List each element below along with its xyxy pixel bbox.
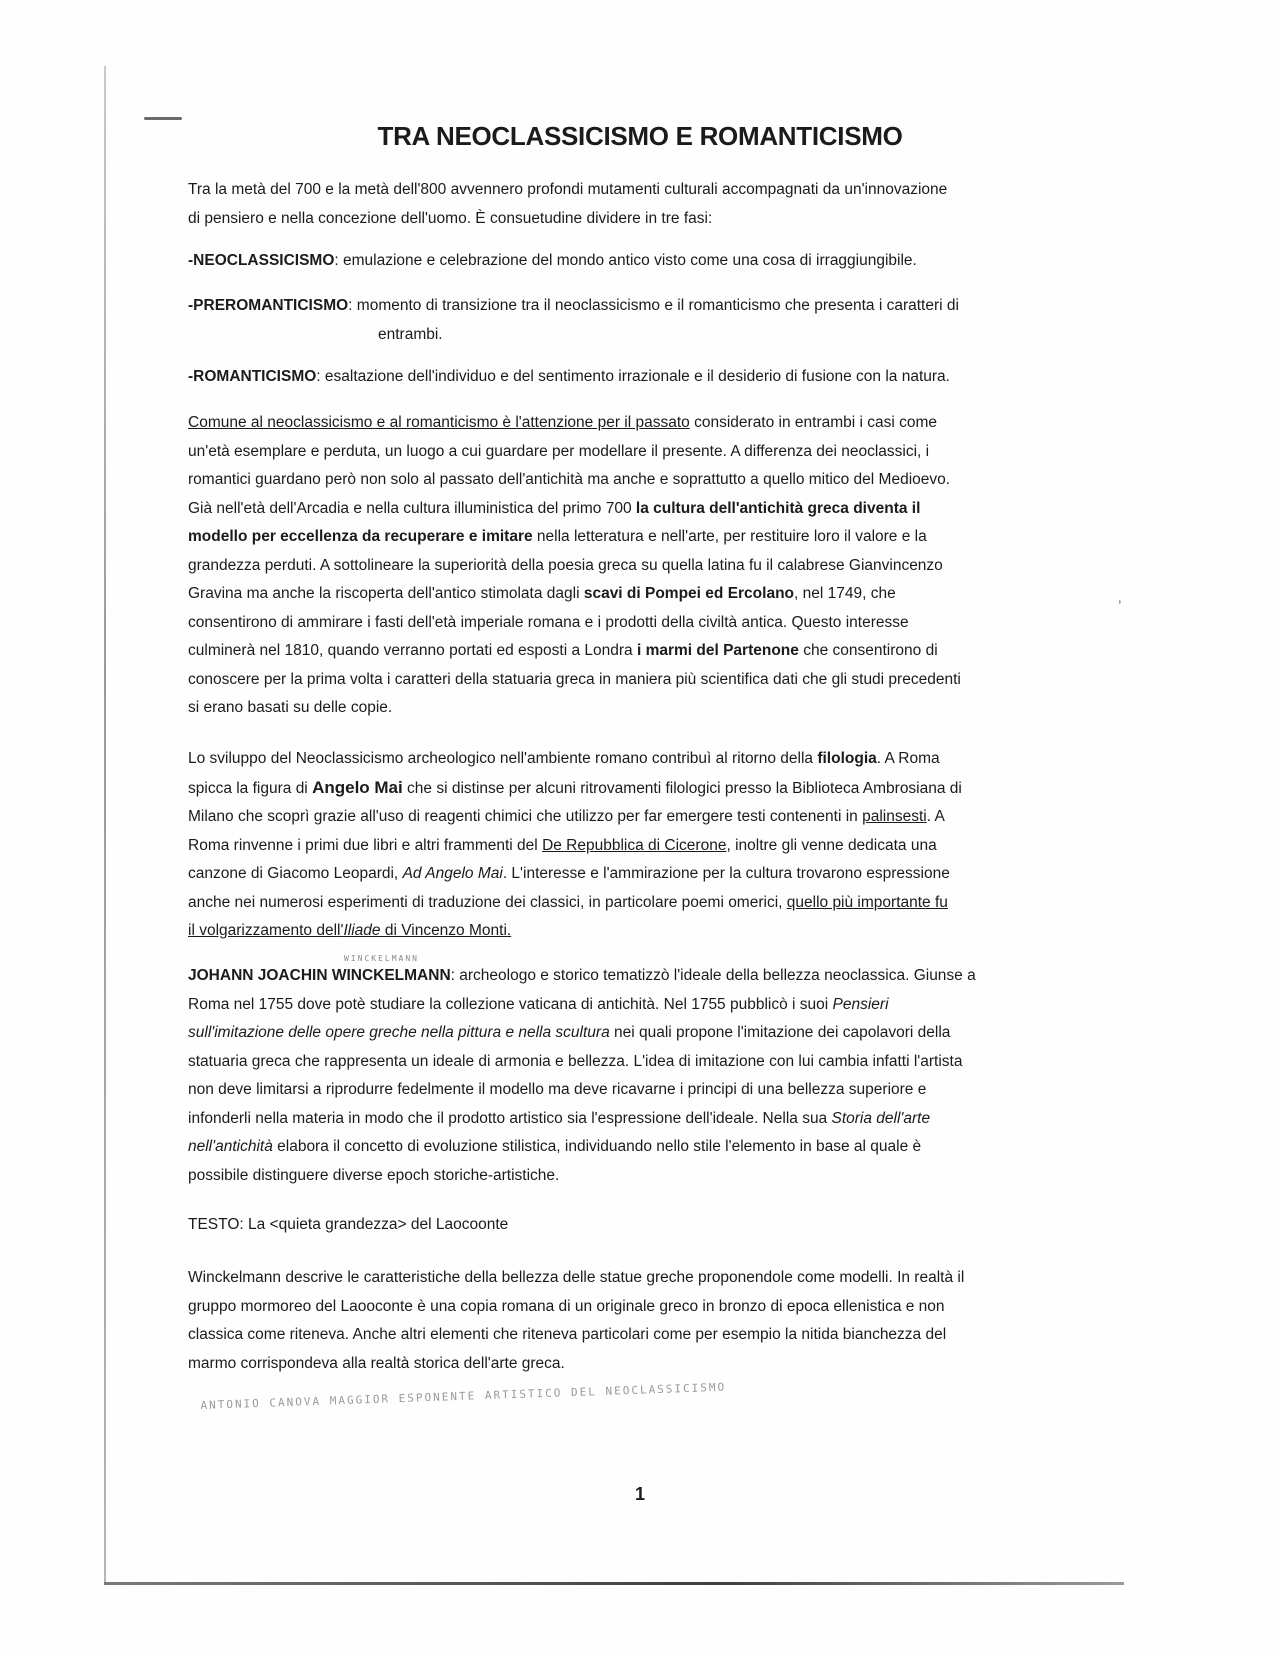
underlined-text: di Vincenzo Monti.: [380, 922, 512, 939]
bold-text: la cultura dell'antichità greca diventa il: [635, 499, 921, 517]
text: Milano che scoprì grazie all'uso di reagenti chimici che utilizzo per far emergere testi contenenti in: [188, 808, 863, 825]
bold-text: modello per eccellenza da recuperare e imitare: [188, 528, 533, 545]
text: considerato in entrambi i casi come: [689, 414, 938, 431]
scan-edge-bottom: [104, 1582, 1124, 1585]
text-line: classica come riteneva. Anche altri elementi che riteneva particolari come per esempio la nitida bianchezza del: [188, 1326, 947, 1343]
phase-preromanticismo: [188, 292, 1098, 349]
handwritten-note-small: WINCKELMANN: [344, 954, 419, 963]
text-line: possibile distinguere diverse epoch storiche-artistiche.: [188, 1166, 560, 1184]
text: : archeologo e storico tematizzò l'ideale della bellezza neoclassica. Giunse a: [450, 967, 976, 984]
stray-mark: ,: [1118, 590, 1122, 605]
text-line: gruppo mormoreo del Laooconte è una copia romana di un originale greco in bronzo di epoca ellenistica e non: [188, 1297, 945, 1315]
bold-text: filologia: [817, 750, 877, 767]
text-line: si erano basati su delle copie.: [188, 699, 393, 716]
bold-text: JOHANN JOACHIN WINCKELMANN: [188, 967, 451, 984]
text: canzone di Giacomo Leopardi,: [188, 865, 403, 882]
text-line: non deve limitarsi a riprodurre fedelmente il modello ma deve ricavarne i principi di una bellezza superiore e: [188, 1081, 927, 1098]
text-line: romantici guardano però non solo al passato dell'antichità ma anche e soprattutto a quello mitico del Medioevo.: [188, 471, 951, 488]
testo-heading: [188, 1211, 1098, 1240]
underlined-text: palinsesti: [862, 808, 927, 825]
text: . A Roma: [876, 750, 940, 767]
text: infonderli nella materia in modo che il prodotto artistico sia l'espressione dell'ideale. Nella sua: [188, 1109, 832, 1127]
text-line: consentirono di ammirare i fasti dell'età imperiale romana e i prodotti della civiltà antica. Questo interesse: [188, 613, 909, 631]
intro-line: di pensiero e nella concezione dell'uomo. È consuetudine dividere in tre fasi:: [188, 209, 713, 227]
text: , nel 1749, che: [794, 585, 896, 602]
paragraph-winckelmann: [188, 962, 1098, 1190]
underlined-text: De Repubblica di Cicerone: [542, 836, 727, 854]
phase-term: -NEOCLASSICISMO: [188, 252, 335, 269]
text: Roma nel 1755 dove potè studiare la collezione vaticana di antichità. Nel 1755 pubblicò i suoi: [188, 995, 833, 1013]
text-line: un'età esemplare e perduta, un luogo a cui guardare per modellare il presente. A differenza dei neoclassici, i: [188, 442, 930, 460]
paragraph-laocoonte: [188, 1264, 1098, 1378]
underlined-text: Comune al neoclassicismo e al romanticismo è l'attenzione per il passato: [188, 414, 690, 431]
phase-text: : emulazione e celebrazione del mondo antico visto come una cosa di irraggiungibile.: [334, 252, 917, 269]
intro-line: Tra la metà del 700 e la metà dell'800 avvennero profondi mutamenti culturali accompagnati da un'innovazione: [188, 181, 948, 198]
bold-text: scavi di Pompei ed Ercolano: [583, 585, 795, 602]
text: che si distinse per alcuni ritrovamenti filologici presso la Biblioteca Ambrosiana di: [402, 779, 962, 797]
text: che consentirono di: [798, 642, 938, 659]
text: . A: [926, 808, 945, 825]
italic-text: nell'antichità: [188, 1138, 273, 1155]
paragraph-filologia: [188, 745, 1098, 946]
underlined-text: il volgarizzamento dell': [188, 922, 344, 939]
text: spicca la figura di: [188, 779, 313, 797]
bold-text: Angelo Mai: [312, 777, 403, 797]
phase-text-continued: entrambi.: [378, 325, 443, 343]
intro-paragraph: [188, 176, 1098, 233]
text-line: marmo corrispondeva alla realtà storica dell'arte greca.: [188, 1354, 565, 1372]
text: nei quali propone l'imitazione dei capolavori della: [609, 1024, 951, 1041]
phase-neoclassicismo: [188, 247, 1098, 276]
italic-text: sull'imitazione delle opere greche nella pittura e nella scultura: [188, 1024, 610, 1041]
page-number: 1: [634, 1484, 645, 1504]
phase-text: : esaltazione dell'individuo e del sentimento irrazionale e il desiderio di fusione con la natura.: [316, 368, 950, 385]
text: culminerà nel 1810, quando verranno portati ed esposti a Londra: [188, 642, 637, 659]
paragraph-antichita: [188, 409, 1098, 723]
phase-romanticismo: [188, 363, 1098, 392]
text: nella letteratura e nell'arte, per restituire loro il valore e la: [532, 528, 927, 545]
text: Roma rinvenne i primi due libri e altri frammenti del: [188, 836, 543, 854]
italic-text: Pensieri: [832, 995, 889, 1013]
phase-text: : momento di transizione tra il neoclassicismo e il romanticismo che presenta i caratteri di: [348, 297, 959, 314]
text-line: grandezza perduti. A sottolineare la superiorità della poesia greca su quella latina fu il calabrese Gianvincenzo: [188, 556, 943, 574]
testo-heading-text: TESTO: La <quieta grandezza> del Laocoonte: [188, 1216, 509, 1233]
text-line: Winckelmann descrive le caratteristiche della bellezza delle statue greche proponendole come modelli. In realtà il: [188, 1269, 965, 1286]
text: Già nell'età dell'Arcadia e nella cultura illuministica del primo 700: [188, 499, 636, 517]
phase-term: -ROMANTICISMO: [188, 368, 317, 385]
text: elabora il concetto di evoluzione stilistica, individuando nello stile l'elemento in base al quale è: [272, 1138, 922, 1155]
italic-text: Ad Angelo Mai: [402, 865, 503, 882]
text: Lo sviluppo del Neoclassicismo archeologico nell'ambiente romano contribuì al ritorno della: [188, 750, 818, 767]
phase-term: -PREROMANTICISMO: [188, 297, 349, 314]
underlined-text: quello più importante fu: [786, 893, 948, 911]
page-title: TRA NEOCLASSICISMO E ROMANTICISMO: [377, 121, 903, 151]
text: anche nei numerosi esperimenti di traduzione dei classici, in particolare poemi omerici,: [188, 893, 787, 911]
bold-text: i marmi del Partenone: [636, 642, 799, 659]
handwritten-note: ANTONIO CANOVA MAGGIOR ESPONENTE ARTISTICO DEL NEOCLASSICISMO: [200, 1380, 727, 1412]
italic-text: Storia dell'arte: [831, 1109, 931, 1127]
text: . L'interesse e l'ammirazione per la cultura trovarono espressione: [502, 865, 950, 882]
text: , inoltre gli venne dedicata una: [726, 836, 937, 854]
text-line: statuaria greca che rappresenta un ideale di armonia e bellezza. L'idea di imitazione con lui cambia infatti l'artista: [188, 1052, 963, 1070]
scan-edge-left: [104, 66, 106, 1584]
text: Gravina ma anche la riscoperta dell'antico stimolata dagli: [188, 585, 584, 602]
text-line: conoscere per la prima volta i caratteri della statuaria greca in maniera più scientifica dati che gli studi precedenti: [188, 670, 961, 688]
italic-text: Iliade: [343, 922, 381, 939]
